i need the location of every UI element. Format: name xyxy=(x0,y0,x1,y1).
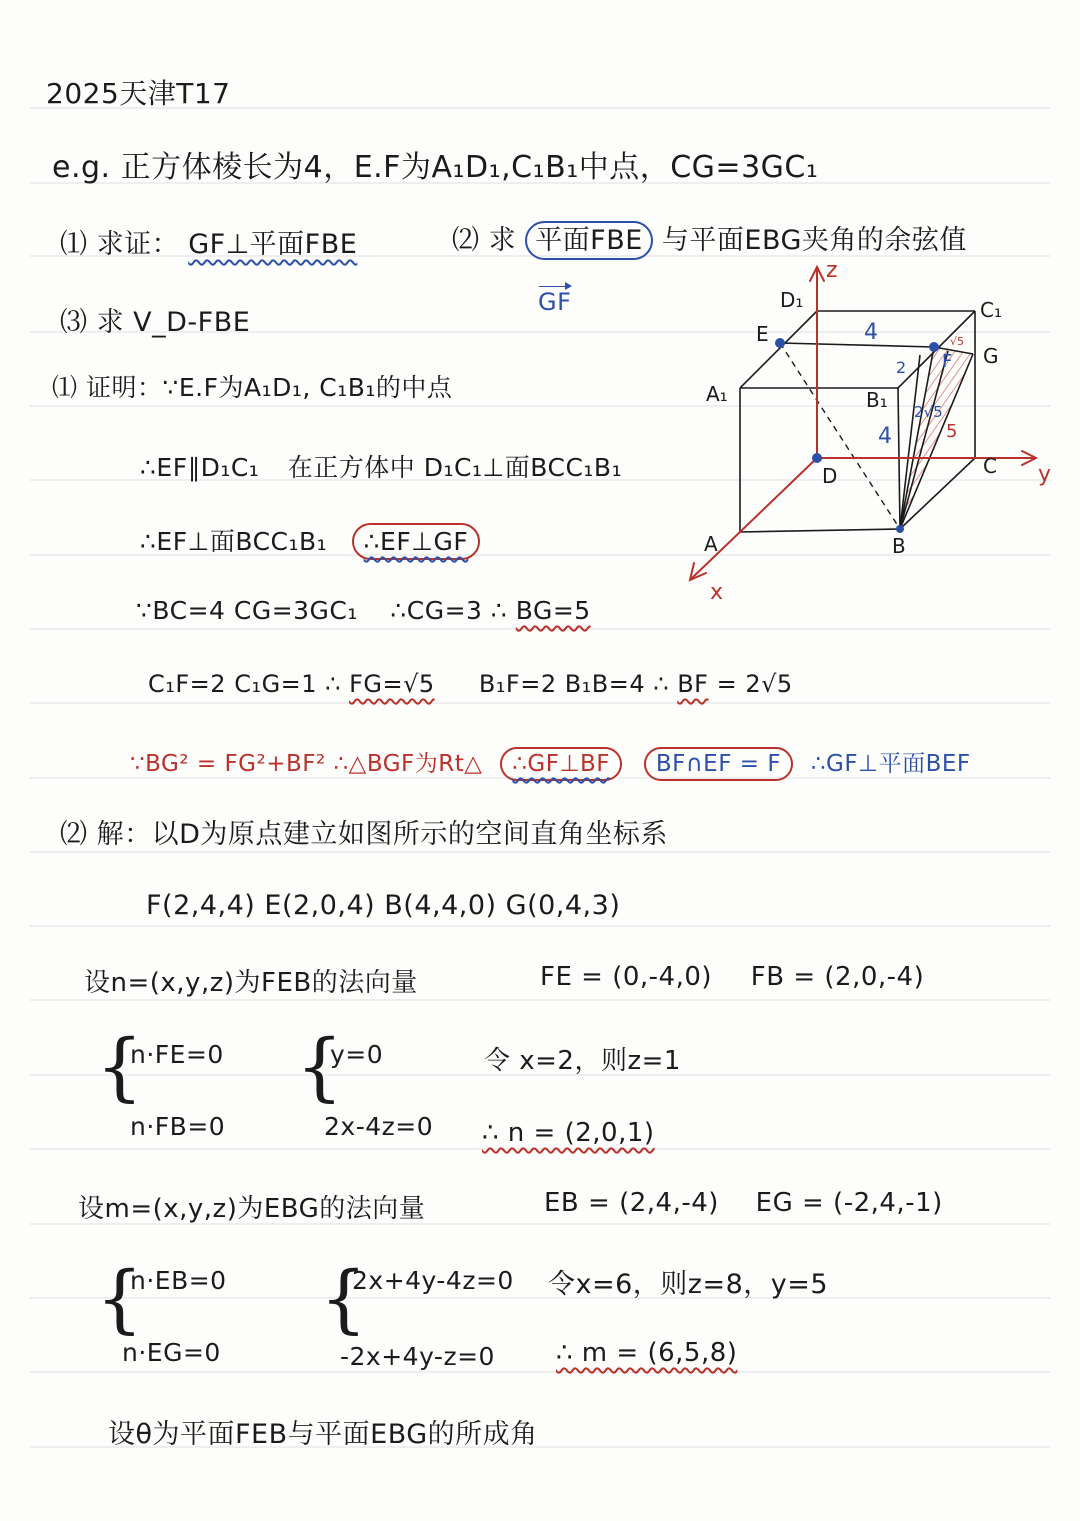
question-2-circled-plane: 平面FBE xyxy=(525,221,653,260)
measure-fg-sqrt5: √5 xyxy=(950,335,965,348)
question-3: ⑶ 求 V_D-FBE xyxy=(60,307,251,338)
sys2-let: 令x=6，则z=8，y=5 xyxy=(548,1269,829,1300)
solution-2-intro: ⑵ 解：以D为原点建立如图所示的空间直角坐标系 xyxy=(60,819,668,850)
vector-eg: EG = (-2,4,-1) xyxy=(755,1188,943,1218)
sys2-eq4: -2x+4y-z=0 xyxy=(340,1342,495,1371)
label-a: A xyxy=(704,532,718,556)
sys1-let: 令 x=2，则z=1 xyxy=(484,1046,681,1076)
proof-line-2 xyxy=(140,448,622,484)
angle-theta-statement: 设θ为平面FEB与平面EBG的所成角 xyxy=(108,1419,538,1450)
problem-statement: e.g. 正方体棱长为4，E.F为A₁D₁,C₁B₁中点，CG=3GC₁ xyxy=(52,150,819,185)
label-z: z xyxy=(826,258,838,283)
proof-line-4 xyxy=(136,596,591,625)
gf-vector-label: GF xyxy=(538,288,572,316)
ef-perp-gf: ∴EF⊥GF xyxy=(352,523,481,560)
proof-line-5 xyxy=(148,670,793,698)
label-a1: A₁ xyxy=(706,382,728,406)
label-e: E xyxy=(756,322,769,346)
label-c: C xyxy=(983,454,997,478)
cg-value: ∴CG=3 ∴ xyxy=(390,596,508,625)
bf-intersect-ef: BF∩EF = F xyxy=(644,747,793,781)
vector-eb: EB = (2,4,-4) xyxy=(544,1188,719,1218)
bf-value: = 2√5 xyxy=(716,670,793,698)
label-d1: D₁ xyxy=(780,288,804,312)
fg-value: FG=√5 xyxy=(349,670,435,698)
bg-value: BG=5 xyxy=(515,596,591,625)
gf-perp-plane-bef: ∴GF⊥平面BEF xyxy=(810,751,971,777)
set-normal-m: 设m=(x,y,z)为EBG的法向量 xyxy=(78,1194,426,1224)
question-1-claim: GF⊥平面FBE xyxy=(188,229,358,260)
measure-bf-2sqrt5: 2√5 xyxy=(914,403,943,421)
x-axis xyxy=(692,458,817,578)
question-1-prefix: ⑴ 求证： xyxy=(60,229,180,260)
bc-cg-given: ∵BC=4 CG=3GC₁ xyxy=(136,596,358,625)
set-normal-n: 设n=(x,y,z)为FEB的法向量 xyxy=(84,968,418,998)
sys1-eq4: 2x-4z=0 xyxy=(324,1112,434,1141)
proof-line-1: ⑴ 证明：∵E.F为A₁D₁, C₁B₁的中点 xyxy=(52,373,453,402)
edge-a-b xyxy=(740,529,900,532)
question-2-suffix: 与平面EBG夹角的余弦值 xyxy=(661,225,967,256)
label-b1: B₁ xyxy=(866,388,888,412)
c1f-c1g: C₁F=2 C₁G=1 ∴ xyxy=(148,670,341,698)
normal-n-result: ∴ n = (2,0,1) xyxy=(482,1118,655,1148)
bf-label: BF xyxy=(677,670,709,698)
question-2 xyxy=(452,218,967,257)
point-d xyxy=(812,453,822,463)
brace-3: { xyxy=(96,1256,144,1342)
label-b: B xyxy=(892,534,906,558)
brace-2: { xyxy=(296,1024,344,1110)
brace-1: { xyxy=(96,1024,144,1110)
question-2-prefix: ⑵ 求 xyxy=(452,225,517,256)
sys1-eq2: n·FB=0 xyxy=(130,1112,226,1141)
segment-e-f xyxy=(780,343,934,347)
d1c1-perp-plane: 在正方体中 D₁C₁⊥面BCC₁B₁ xyxy=(287,453,623,482)
sys2-eq2: n·EG=0 xyxy=(122,1338,221,1367)
gf-vector-note xyxy=(538,288,571,316)
proof-line-6 xyxy=(130,745,971,778)
page-title: 2025天津T17 xyxy=(46,77,231,110)
ef-perp-plane: ∴EF⊥面BCC₁B₁ xyxy=(140,527,328,556)
normal-m-result: ∴ m = (6,5,8) xyxy=(556,1338,738,1368)
cube-diagram xyxy=(680,255,1070,605)
question-1 xyxy=(60,222,357,261)
point-b xyxy=(896,525,904,533)
edge-a1-e xyxy=(740,311,817,388)
sys1-eq1: n·FE=0 xyxy=(130,1040,224,1069)
label-d: D xyxy=(822,464,838,488)
sys2-eq1: n·EB=0 xyxy=(130,1266,227,1295)
label-x: x xyxy=(710,580,724,605)
label-g: G xyxy=(983,344,999,368)
brace-4: { xyxy=(320,1256,368,1342)
label-f: F xyxy=(942,351,953,372)
point-e xyxy=(775,338,785,348)
measure-b1f-2: 2 xyxy=(896,358,907,377)
measure-top-4: 4 xyxy=(864,320,878,345)
point-f xyxy=(929,342,939,352)
ef-parallel-d1c1: ∴EF∥D₁C₁ xyxy=(140,453,260,482)
measure-side-4: 4 xyxy=(878,424,892,449)
label-c1: C₁ xyxy=(980,298,1002,322)
b1f-b1b: B₁F=2 B₁B=4 ∴ xyxy=(478,670,670,698)
vectors-fe-fb xyxy=(540,962,924,992)
sys2-eq3: 2x+4y-4z=0 xyxy=(352,1266,514,1295)
proof-line-3 xyxy=(140,522,480,558)
point-coordinates: F(2,4,4) E(2,0,4) B(4,4,0) G(0,4,3) xyxy=(146,890,621,921)
measure-bg-5: 5 xyxy=(946,421,958,442)
vector-fb: FB = (2,0,-4) xyxy=(750,962,925,992)
label-y: y xyxy=(1038,462,1052,487)
vectors-eb-eg xyxy=(544,1188,943,1218)
pythagoras-check: ∵BG² = FG²+BF² ∴△BGF为Rt△ xyxy=(130,751,483,777)
gf-perp-bf: ∴GF⊥BF xyxy=(500,747,622,781)
vector-fe: FE = (0,-4,0) xyxy=(540,962,713,992)
sys1-eq3: y=0 xyxy=(330,1040,384,1069)
